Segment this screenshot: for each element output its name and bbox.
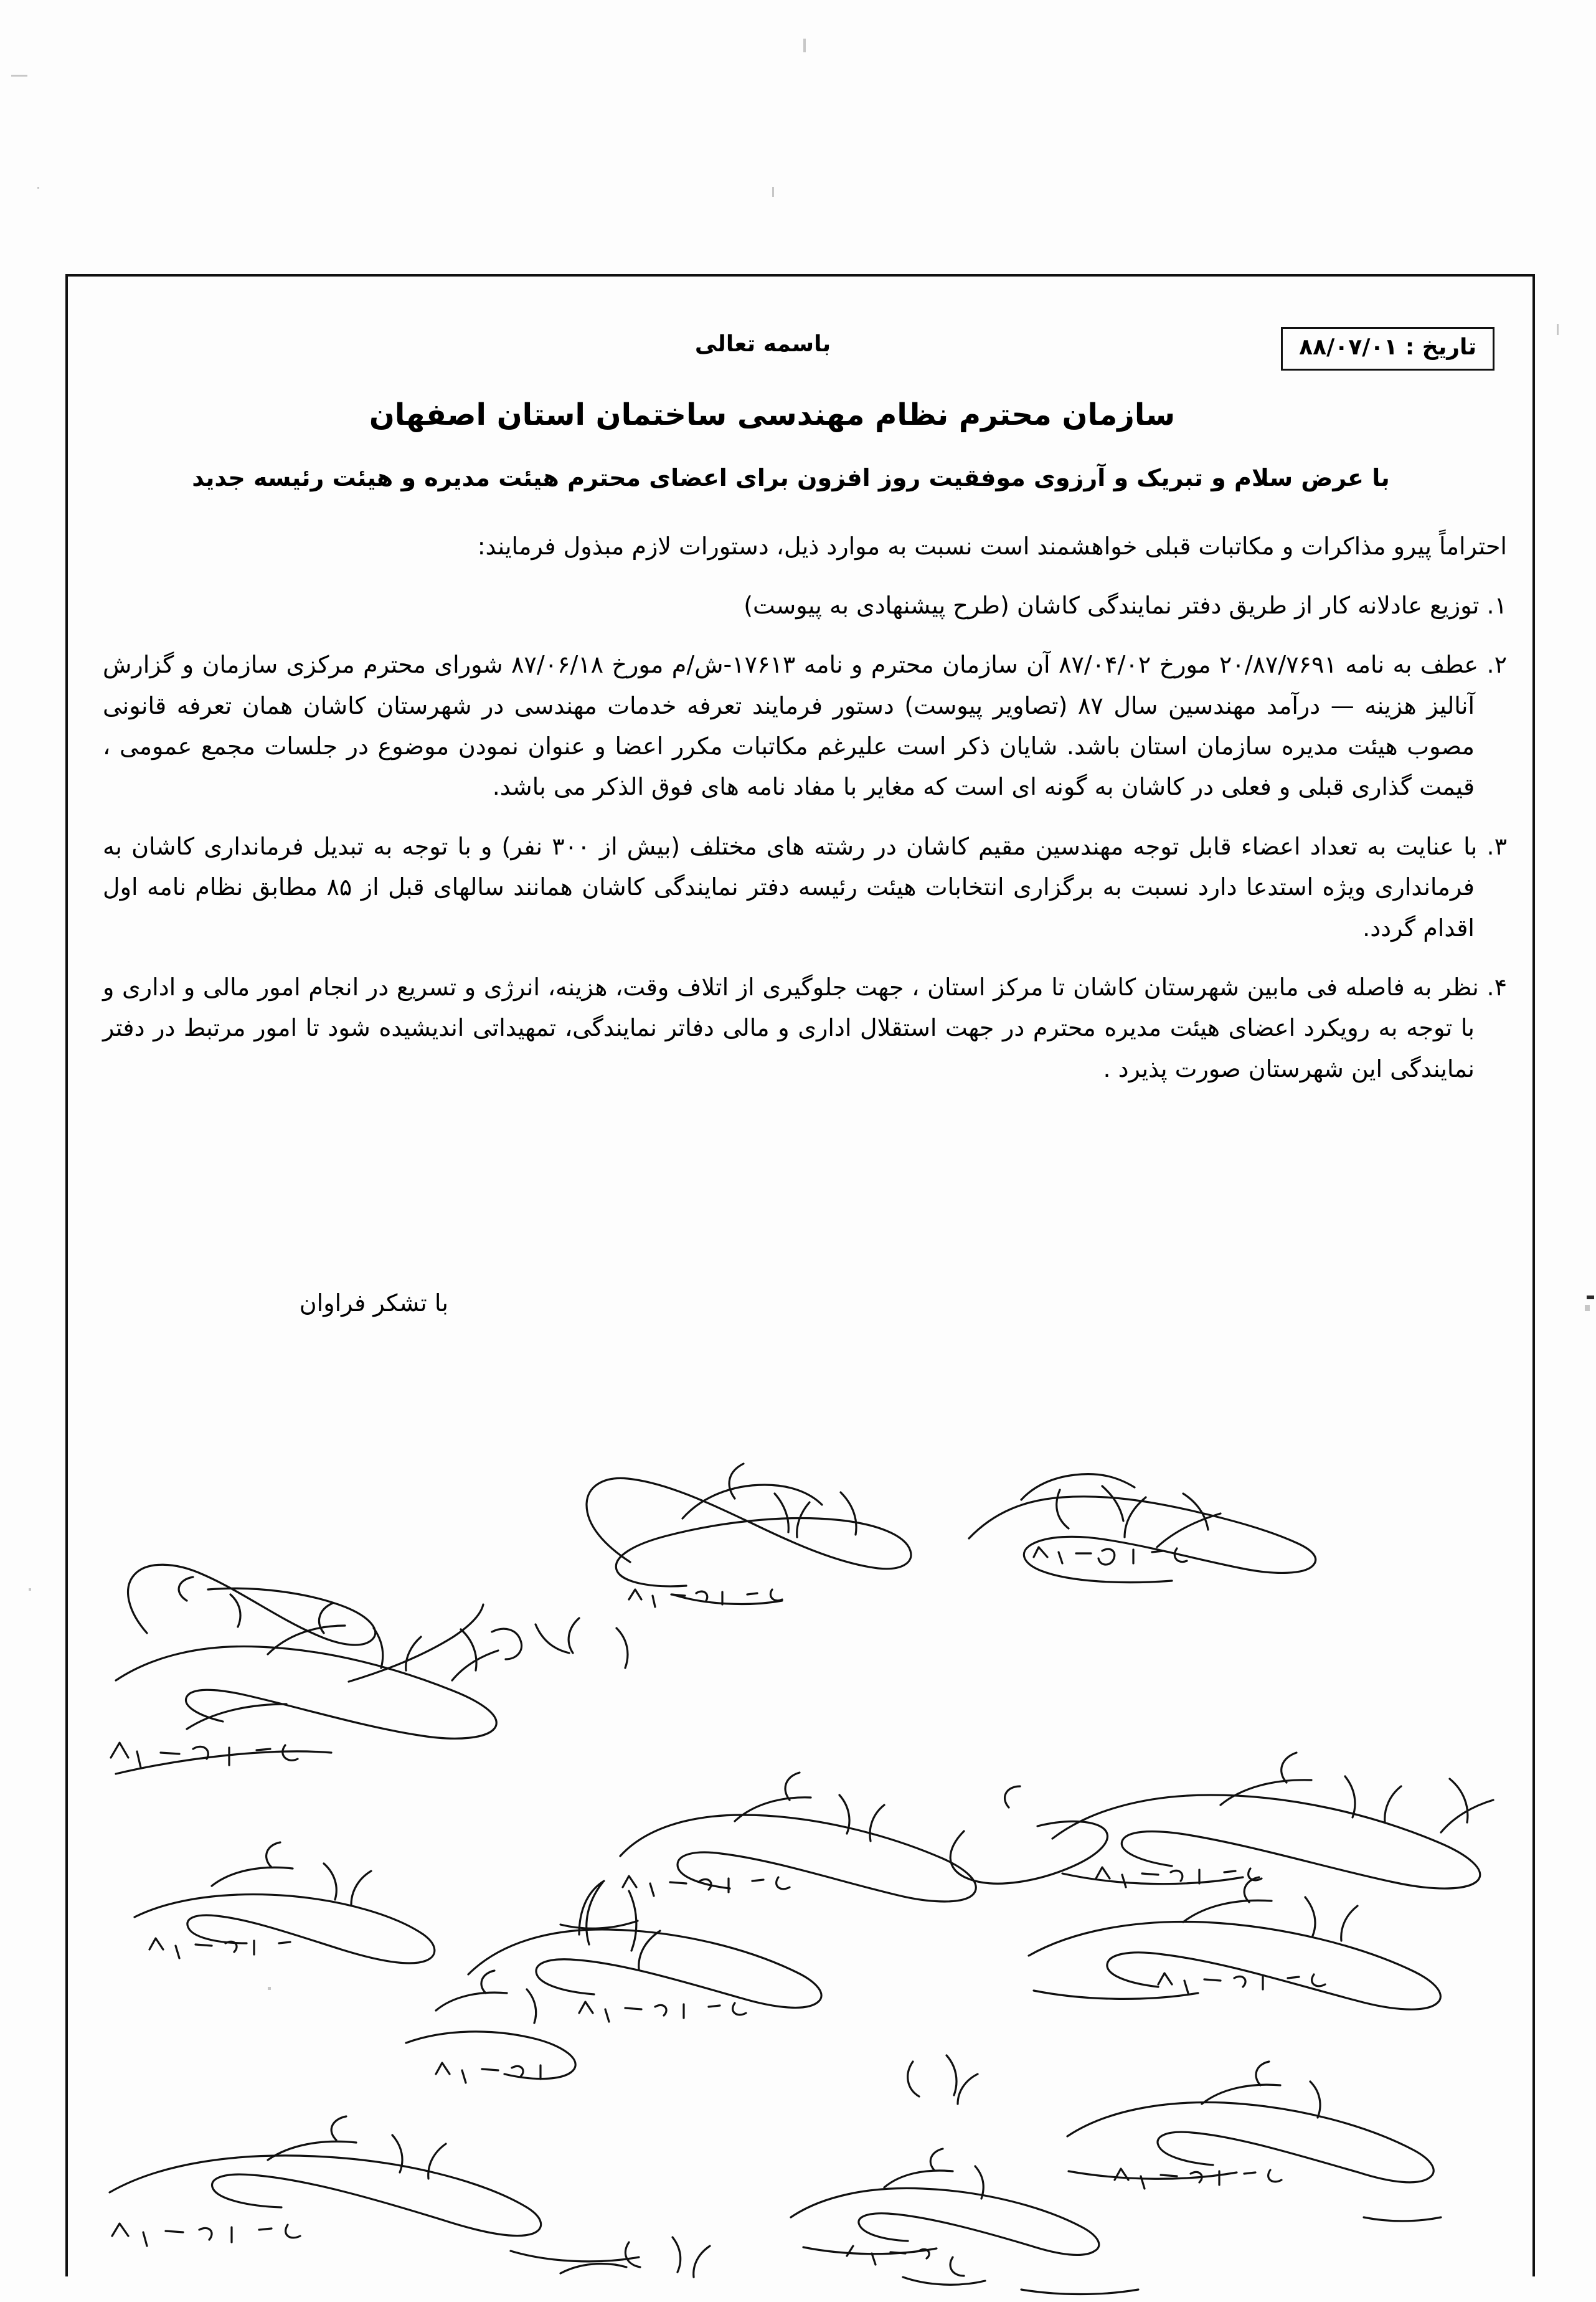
list-item bbox=[103, 585, 1507, 626]
document-body bbox=[93, 293, 1507, 2273]
list-item-number: ۲. bbox=[1486, 651, 1508, 679]
list-item-text: عطف به نامه ۲۰/۸۷/۷۶۹۱ مورخ ۸۷/۰۴/۰۲ آن سازمان محترم و نامه ۱۷۶۱۳-ش/م مورخ ۸۷/۰۶/۱۸ شورای محترم مرکزی سازمان و گزارش آنالیز هزینه — درآمد مهندسین سال ۸۷ (تصاویر پیوست) دستور فرمایند تعرفه خدمات مهندسی در شهرستان کاشان همان تعرفه قانونی مصوب هیئت مدیره سازمان استان باشد. شایان ذکر است علیرغم مکاتبات مکرر اعضا و عنوان نمودن موضوع در جلسات مجمع عمومی ، قیمت گذاری قبلی و فعلی در کاشان به گونه ای است که مغایر با مفاد نامه های فوق الذکر می باشد. bbox=[103, 651, 1479, 801]
list-item-number: ۴. bbox=[1486, 973, 1507, 1001]
list-item-number: ۱. bbox=[1486, 592, 1507, 619]
scan-speck bbox=[1557, 324, 1559, 335]
list-item bbox=[103, 827, 1507, 949]
intro-paragraph: احتراماً پیرو مذاکرات و مکاتبات قبلی خواهشمند است نسبت به موارد ذیل، دستورات لازم مبذول فرمایند: bbox=[477, 533, 1507, 560]
scan-speck bbox=[37, 187, 39, 189]
list-item-number: ۳. bbox=[1486, 832, 1507, 860]
list-item bbox=[103, 645, 1507, 807]
closing-line: با تشکر فراوان bbox=[299, 1289, 448, 1317]
list-item bbox=[103, 967, 1507, 1089]
list-item-text: توزیع عادلانه کار از طریق دفتر نمایندگی کاشان (طرح پیشنهادی به پیوست) bbox=[744, 592, 1480, 619]
scan-speck bbox=[803, 39, 806, 52]
scan-speck bbox=[1585, 1305, 1590, 1311]
scan-speck bbox=[11, 75, 27, 77]
addressee-heading: سازمان محترم نظام مهندسی ساختمان استان اصفهان bbox=[369, 397, 1176, 432]
numbered-items-list bbox=[103, 585, 1507, 1108]
list-item-text: نظر به فاصله فی مابین شهرستان کاشان تا مرکز استان ، جهت جلوگیری از اتلاف وقت، هزینه، انرژی و تسریع در انجام امور مالی و اداری و با توجه به رویکرد اعضای هیئت مدیره محترم در جهت استقلال اداری و مالی دفاتر نمایندگی، تمهیداتی اندیشیده شود تا امور مرتبط در دفتر نمایندگی این شهرستان صورت پذیرد . bbox=[103, 973, 1479, 1082]
list-item-text: با عنایت به تعداد اعضاء قابل توجه مهندسین مقیم کاشان در رشته های مختلف (بیش از ۳۰۰ نفر) و با توجه به تبدیل فرمانداری کاشان به فرمانداری ویژه استدعا دارد نسبت به برگزاری انتخابات هیئت رئیسه دفتر نمایندگی کاشان همانند سالهای قبل از ۸۵ مطابق نظام نامه اول اقدام گردد. bbox=[103, 832, 1478, 942]
date-text: تاریخ : ۸۸/۰۷/۰۱ bbox=[1299, 334, 1476, 360]
basmeh-heading: باسمه تعالی bbox=[694, 331, 831, 357]
scan-speck bbox=[772, 187, 774, 197]
scan-margin-mark bbox=[1587, 1295, 1594, 1299]
greeting-line: با عرض سلام و تبریک و آرزوی موفقیت روز افزون برای اعضای محترم هیئت مدیره و هیئت رئیسه جدید bbox=[192, 464, 1390, 491]
scan-speck bbox=[29, 1588, 31, 1591]
